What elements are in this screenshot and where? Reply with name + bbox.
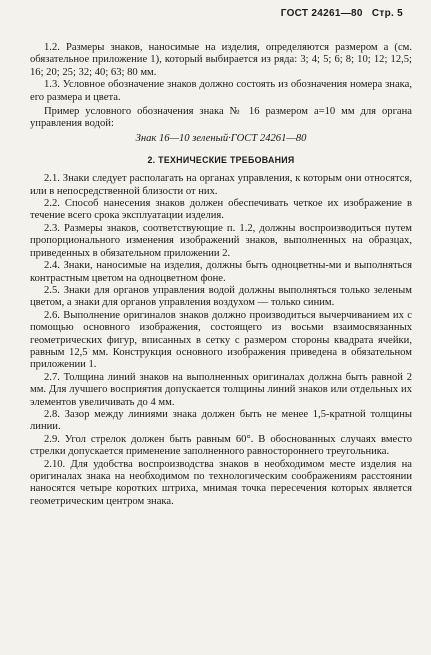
paragraph-2-5: 2.5. Знаки для органов управления водой должны выполняться только зеленым цветом, а знаки для органов управления воздухом — только синим. xyxy=(30,284,412,309)
paragraph-2-1: 2.1. Знаки следует располагать на органах управления, к которым они относятся, или в непосредственной близости от них. xyxy=(30,173,412,197)
example-text: Пример условного обозначения знака № 16 размером a=10 мм для органа управления водой: xyxy=(30,106,412,130)
page-number: Стр. 5 xyxy=(371,8,403,19)
paragraph-2-3: 2.3. Размеры знаков, соответствующие п. 1.2, должны воспроизводиться путем пропорционального изменения изображений знаков, выполненных на образцах, приведенных в обязательном приложении 2. xyxy=(30,222,412,259)
paragraph-2-6: 2.6. Выполнение оригиналов знаков должно производиться вычерчиванием их с помощью основного изображения, состоящего из восьми взаимосвязанных геометрических фигур, вписанных в сетку с размером стороны квадрата ячейки, равным 12,5 мм. Конструкция основного изображения приведена в обязательном приложении 1. xyxy=(30,309,412,371)
paragraph-2-9: 2.9. Угол стрелок должен быть равным 60°. В обоснованных случаях вместо стрелки допускается применение заполненного равностороннего треугольника. xyxy=(30,433,412,458)
section-title: 2. ТЕХНИЧЕСКИЕ ТРЕБОВАНИЯ xyxy=(147,155,295,166)
paragraph-2-2: 2.2. Способ нанесения знаков должен обеспечивать четкое их изображение в течение всего срока эксплуатации изделия. xyxy=(30,198,412,222)
paragraph-2-10: 2.10. Для удобства воспроизводства знаков в необходимом месте изделия на оригиналах знака на необходимом по технологическим соображениям расстоянии наносятся четыре коротких штриха, мнимая точка пересечения которых является геометрическим центром знака. xyxy=(30,458,412,507)
document-body xyxy=(30,42,412,508)
paragraph-2-4: 2.4. Знаки, наносимые на изделия, должны быть одноцветны-ми и выполняться контрастным цветом на одноцветном фоне. xyxy=(30,260,412,284)
paragraph-2-8: 2.8. Зазор между линиями знака должен быть не менее 1,5-кратной толщины линии. xyxy=(30,408,412,433)
paragraph-1-2: 1.2. Размеры знаков, наносимые на изделия, определяются размером a (см. обязательное приложение 1), который выбирается из ряда: 3; 4; 5; 6; 8; 10; 12; 12,5; 16; 20; 25; 32; 40; 63; 80 мм. xyxy=(30,42,412,78)
page-header xyxy=(275,8,403,19)
example-formula: Знак 16—10 зеленый·ГОСТ 24261—80 xyxy=(135,132,307,144)
paragraph-1-3: 1.3. Условное обозначение знаков должно состоять из обозначения номера знака, его размера и цвета. xyxy=(30,79,412,103)
standard-number: ГОСТ 24261—80 xyxy=(280,8,363,19)
paragraph-2-7: 2.7. Толщина линий знаков на выполненных оригиналах должна быть равной 2 мм. Для лучшего восприятия допускается толщины линий знаков или отдельных их элементов увеличивать до 4 мм. xyxy=(30,371,412,408)
